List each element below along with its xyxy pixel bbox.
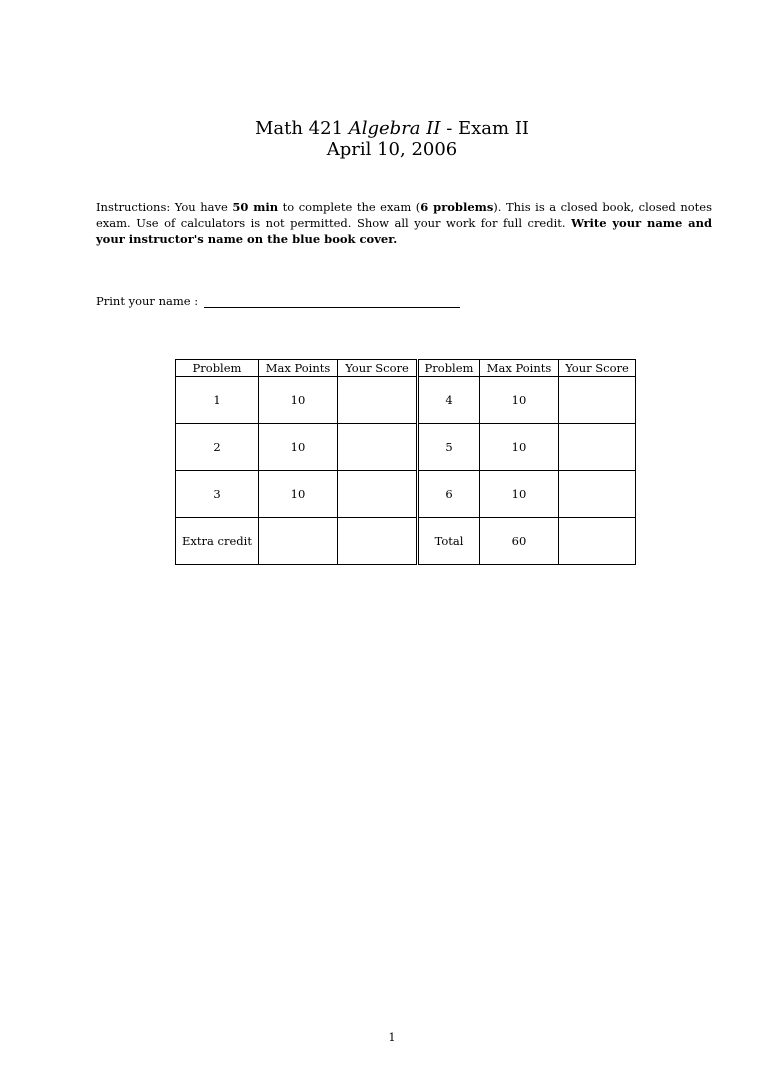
- score-table-header: [176, 360, 636, 377]
- table-row: [176, 377, 636, 424]
- name-blank-line[interactable]: [204, 296, 460, 308]
- name-prompt-label: Print your name :: [96, 294, 199, 308]
- table-row: [176, 424, 636, 471]
- title-suffix: - Exam II: [440, 118, 530, 139]
- instructions-text-1: Instructions: You have: [96, 200, 233, 214]
- problem-cell: 3: [176, 471, 259, 518]
- score-cell[interactable]: [559, 471, 636, 518]
- problem-cell: 2: [176, 424, 259, 471]
- instructions-paragraph: [96, 199, 712, 247]
- total-score-cell[interactable]: [559, 518, 636, 565]
- title-line: [0, 118, 784, 139]
- course-name: Algebra II: [348, 118, 441, 139]
- header-problem: Problem: [176, 360, 259, 377]
- time-limit: 50 min: [232, 200, 279, 214]
- name-field-row: [96, 294, 460, 308]
- extra-credit-label: Extra credit: [176, 518, 259, 565]
- score-cell[interactable]: [338, 518, 418, 565]
- header-max-points: Max Points: [259, 360, 338, 377]
- problem-count: 6 problems: [420, 200, 494, 214]
- instructions-emphasis: Write your name and your instructor's name on the blue book cover.: [96, 216, 712, 246]
- problem-cell: 4: [418, 377, 480, 424]
- problem-cell: 6: [418, 471, 480, 518]
- header-max-points: Max Points: [480, 360, 559, 377]
- exam-title: [0, 118, 784, 160]
- problem-cell: 5: [418, 424, 480, 471]
- table-row: [176, 471, 636, 518]
- max-points-cell: 10: [259, 377, 338, 424]
- max-points-cell: 10: [259, 471, 338, 518]
- page-number: 1: [388, 1031, 396, 1044]
- score-cell[interactable]: [559, 377, 636, 424]
- exam-date: April 10, 2006: [326, 139, 458, 160]
- title-prefix: Math 421: [254, 118, 349, 139]
- table-row: [176, 518, 636, 565]
- max-points-cell: [259, 518, 338, 565]
- score-table: [175, 359, 636, 565]
- header-problem: Problem: [418, 360, 480, 377]
- max-points-cell: 10: [480, 424, 559, 471]
- header-your-score: Your Score: [559, 360, 636, 377]
- max-points-cell: 10: [259, 424, 338, 471]
- instructions-text-3: ). This is a closed book, closed notes exam. Use of calculators is not permitted. Show all your work for full credit.: [96, 200, 712, 230]
- total-label: Total: [418, 518, 480, 565]
- max-points-cell: 10: [480, 471, 559, 518]
- score-cell[interactable]: [338, 377, 418, 424]
- score-cell[interactable]: [338, 471, 418, 518]
- total-max-points: 60: [480, 518, 559, 565]
- problem-cell: 1: [176, 377, 259, 424]
- instructions-text-2: to complete the exam (: [278, 200, 421, 214]
- score-cell[interactable]: [559, 424, 636, 471]
- header-your-score: Your Score: [338, 360, 418, 377]
- max-points-cell: 10: [480, 377, 559, 424]
- score-cell[interactable]: [338, 424, 418, 471]
